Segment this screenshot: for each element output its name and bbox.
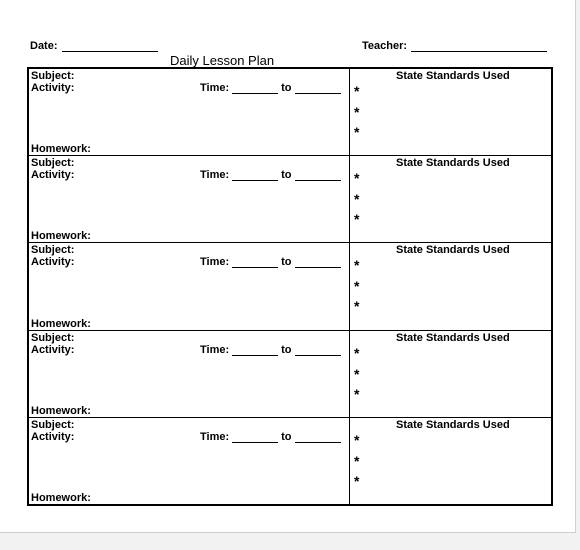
bullet-star: * bbox=[354, 83, 360, 99]
time-field bbox=[200, 82, 341, 94]
subject-label: Subject: bbox=[31, 331, 75, 344]
lesson-row bbox=[29, 155, 551, 242]
time-label: Time: bbox=[200, 343, 230, 356]
lesson-row bbox=[29, 417, 551, 504]
bullet-star: * bbox=[354, 191, 360, 208]
homework-label: Homework: bbox=[31, 492, 91, 505]
teacher-blank-line[interactable] bbox=[411, 51, 547, 52]
bullet-star: * bbox=[354, 124, 360, 140]
activity-label: Activity: bbox=[31, 256, 75, 269]
lesson-details-cell bbox=[29, 331, 350, 417]
date-blank-line[interactable] bbox=[62, 51, 158, 52]
time-to-label: to bbox=[281, 343, 292, 356]
lesson-table bbox=[27, 67, 553, 506]
page-title: Daily Lesson Plan bbox=[170, 53, 275, 68]
time-end-blank[interactable] bbox=[295, 180, 341, 181]
teacher-field bbox=[362, 40, 547, 52]
standards-cell bbox=[350, 418, 551, 504]
bullet-star: * bbox=[354, 104, 360, 120]
standards-cell bbox=[350, 243, 551, 329]
time-start-blank[interactable] bbox=[232, 93, 278, 94]
standards-heading: State Standards Used bbox=[396, 157, 510, 170]
lesson-details-cell bbox=[29, 243, 350, 329]
bullet-star: * bbox=[354, 385, 360, 402]
time-end-blank[interactable] bbox=[295, 442, 341, 443]
time-end-blank[interactable] bbox=[295, 355, 341, 356]
standards-heading: State Standards Used bbox=[396, 331, 510, 344]
activity-label: Activity: bbox=[31, 82, 75, 94]
subject-label: Subject: bbox=[31, 70, 75, 82]
time-field bbox=[200, 169, 341, 181]
bullet-star: * bbox=[354, 278, 360, 295]
bullet-star: * bbox=[354, 452, 360, 469]
date-field bbox=[30, 40, 158, 52]
subject-label: Subject: bbox=[31, 244, 75, 257]
bullet-star: * bbox=[354, 472, 360, 489]
time-label: Time: bbox=[200, 82, 230, 94]
activity-label: Activity: bbox=[31, 430, 75, 443]
lesson-details-cell bbox=[29, 69, 350, 155]
standards-cell bbox=[350, 156, 551, 242]
lesson-row bbox=[29, 330, 551, 417]
time-start-blank[interactable] bbox=[232, 442, 278, 443]
time-to-label: to bbox=[281, 430, 292, 443]
bullet-star: * bbox=[354, 365, 360, 382]
time-start-blank[interactable] bbox=[232, 267, 278, 268]
time-label: Time: bbox=[200, 256, 230, 269]
standards-cell bbox=[350, 331, 551, 417]
bullet-star: * bbox=[354, 431, 360, 448]
homework-label: Homework: bbox=[31, 317, 91, 330]
lesson-row bbox=[29, 242, 551, 329]
standards-cell bbox=[350, 69, 551, 155]
bullet-star: * bbox=[354, 298, 360, 315]
time-field bbox=[200, 344, 341, 356]
bullet-star: * bbox=[354, 170, 360, 187]
teacher-label: Teacher: bbox=[362, 40, 408, 52]
date-label: Date: bbox=[30, 40, 58, 52]
bullet-star: * bbox=[354, 344, 360, 361]
time-start-blank[interactable] bbox=[232, 180, 278, 181]
standards-heading: State Standards Used bbox=[396, 418, 510, 431]
time-label: Time: bbox=[200, 169, 230, 182]
time-end-blank[interactable] bbox=[295, 93, 341, 94]
bullet-star: * bbox=[354, 211, 360, 228]
homework-label: Homework: bbox=[31, 143, 91, 156]
homework-label: Homework: bbox=[31, 230, 91, 243]
time-label: Time: bbox=[200, 430, 230, 443]
activity-label: Activity: bbox=[31, 169, 75, 182]
time-start-blank[interactable] bbox=[232, 355, 278, 356]
time-field bbox=[200, 256, 341, 268]
lesson-details-cell bbox=[29, 156, 350, 242]
bullet-star: * bbox=[354, 257, 360, 274]
subject-label: Subject: bbox=[31, 418, 75, 431]
standards-heading: State Standards Used bbox=[396, 70, 510, 82]
time-to-label: to bbox=[281, 82, 292, 94]
time-end-blank[interactable] bbox=[295, 267, 341, 268]
lesson-row bbox=[29, 69, 551, 155]
subject-label: Subject: bbox=[31, 157, 75, 170]
standards-heading: State Standards Used bbox=[396, 244, 510, 257]
time-to-label: to bbox=[281, 169, 292, 182]
time-to-label: to bbox=[281, 256, 292, 269]
time-field bbox=[200, 431, 341, 443]
lesson-details-cell bbox=[29, 418, 350, 504]
homework-label: Homework: bbox=[31, 404, 91, 417]
activity-label: Activity: bbox=[31, 343, 75, 356]
